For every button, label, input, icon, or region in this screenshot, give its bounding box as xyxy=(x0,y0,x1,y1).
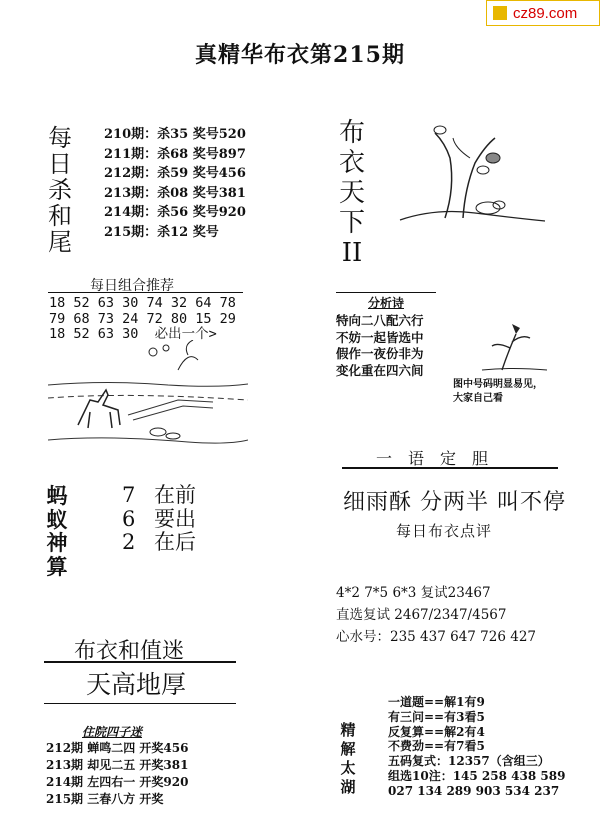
vertical-char: 湖 xyxy=(340,778,356,796)
list-item: 心水号：235 437 647 726 427 xyxy=(336,629,537,645)
site-logo[interactable] xyxy=(486,0,600,26)
list-item: 213期：杀08 奖号381 xyxy=(104,185,246,201)
list-item: 210期：杀35 奖号520 xyxy=(104,127,246,142)
jingjie-list xyxy=(388,695,588,799)
list-item: 不费劲==有7看5 xyxy=(388,739,485,754)
compound-bet-list xyxy=(336,582,536,648)
ant-list xyxy=(122,484,196,555)
combo-row: 18 52 63 30 74 32 64 78 xyxy=(49,295,236,311)
daily-comment-subtitle: 每日布衣点评 xyxy=(396,522,493,540)
riddle-list xyxy=(46,740,188,808)
list-item: 五码复式：12357（含组三） xyxy=(388,754,550,769)
vertical-char: 下 xyxy=(338,208,365,238)
yiyu-dingdan-title: 一语定胆 xyxy=(376,449,505,468)
list-item xyxy=(122,531,196,555)
poem-line: 不妨一起皆选中 xyxy=(336,329,424,345)
vertical-char: 尾 xyxy=(48,228,72,256)
note-line: 图中号码明显易见， xyxy=(453,379,543,390)
list-item: 213期 却见二五 开奖381 xyxy=(46,758,189,772)
list-item: 214期 左四右一 开奖920 xyxy=(46,775,189,789)
vertical-char: 蚂 xyxy=(46,483,68,508)
picture-note xyxy=(453,378,543,406)
ant-vertical-label xyxy=(44,484,70,578)
vertical-char: 天 xyxy=(338,178,365,208)
landscape-deer-illustration xyxy=(48,340,248,450)
poem-line: 变化重在四六间 xyxy=(336,362,424,378)
tree-sketch-illustration xyxy=(395,118,555,228)
vertical-char: 神 xyxy=(46,530,68,555)
vertical-char: 日 xyxy=(48,150,72,178)
list-item: 215期：杀12 奖号 xyxy=(104,224,219,240)
vertical-char: 解 xyxy=(340,740,356,758)
vertical-char: 精 xyxy=(340,721,356,739)
vertical-char: 衣 xyxy=(338,148,365,178)
vertical-char: II xyxy=(341,238,363,268)
yiyu-phrase: 细雨酥 分两半 叫不停 xyxy=(343,490,566,515)
divider xyxy=(44,703,236,704)
poem-line: 假作一夜份非为 xyxy=(336,346,424,361)
sum-riddle-title: 布衣和值迷 xyxy=(74,639,185,664)
divider xyxy=(336,292,436,293)
list-item: 4*2 7*5 6*3 复试23467 xyxy=(336,585,491,601)
analysis-poem xyxy=(336,294,436,379)
plant-sketch-illustration xyxy=(472,312,552,374)
vertical-char: 杀 xyxy=(48,176,72,204)
combo-row: 79 68 73 24 72 80 15 29 xyxy=(49,310,236,327)
sum-riddle-answer: 天高地厚 xyxy=(86,670,187,699)
vertical-char: 太 xyxy=(340,759,356,777)
divider xyxy=(342,467,558,469)
ant-number: 7 xyxy=(122,483,136,507)
vertical-char: 布 xyxy=(338,118,365,148)
list-item xyxy=(122,508,196,532)
divider xyxy=(44,661,236,663)
note-line: 大家自己看 xyxy=(453,393,503,404)
daily-kill-list xyxy=(104,125,246,243)
list-item: 027 134 289 903 534 237 xyxy=(388,783,560,798)
ant-number: 2 xyxy=(122,530,136,554)
vertical-char: 每 xyxy=(48,124,72,152)
combo-numbers xyxy=(49,296,236,343)
ant-text: 要出 xyxy=(154,506,196,531)
daily-kill-vertical-label xyxy=(46,125,74,255)
vertical-char: 和 xyxy=(48,202,72,230)
list-item: 直选复试 2467/2347/4567 xyxy=(336,607,507,623)
combo-row: 18 52 63 30 必出一个> xyxy=(49,326,217,342)
list-item: 215期 三春八方 开奖 xyxy=(46,792,164,806)
list-item: 组选10注：145 258 438 589 xyxy=(388,768,566,783)
list-item: 有三问==有3看5 xyxy=(388,709,485,724)
list-item: 211期：杀68 奖号897 xyxy=(104,146,246,162)
logo-square-icon xyxy=(493,6,507,20)
list-item xyxy=(122,484,196,508)
logo-text: cz89.com xyxy=(513,4,578,22)
list-item: 一道题==解1有9 xyxy=(388,695,485,709)
list-item: 反复算==解2有4 xyxy=(388,724,485,739)
list-item: 212期：杀59 奖号456 xyxy=(104,166,246,182)
poem-line: 特向二八配六行 xyxy=(336,313,424,328)
riddle-list-title: 住院四子迷 xyxy=(82,725,143,739)
combo-title: 每日组合推荐 xyxy=(90,278,174,294)
ant-text: 在前 xyxy=(154,483,196,507)
ant-number: 6 xyxy=(122,506,136,531)
bubu-tianxia-vertical xyxy=(337,118,367,268)
jingjie-vertical-label xyxy=(339,721,357,797)
poem-title: 分析诗 xyxy=(367,296,404,310)
page-title: 真精华布衣第215期 xyxy=(195,42,405,68)
ant-text: 在后 xyxy=(154,530,196,554)
divider xyxy=(48,292,243,293)
list-item: 214期：杀56 奖号920 xyxy=(104,205,246,221)
list-item: 212期 蝉鸣二四 开奖456 xyxy=(46,741,189,755)
vertical-char: 蚁 xyxy=(46,506,68,532)
vertical-char: 算 xyxy=(46,553,68,579)
